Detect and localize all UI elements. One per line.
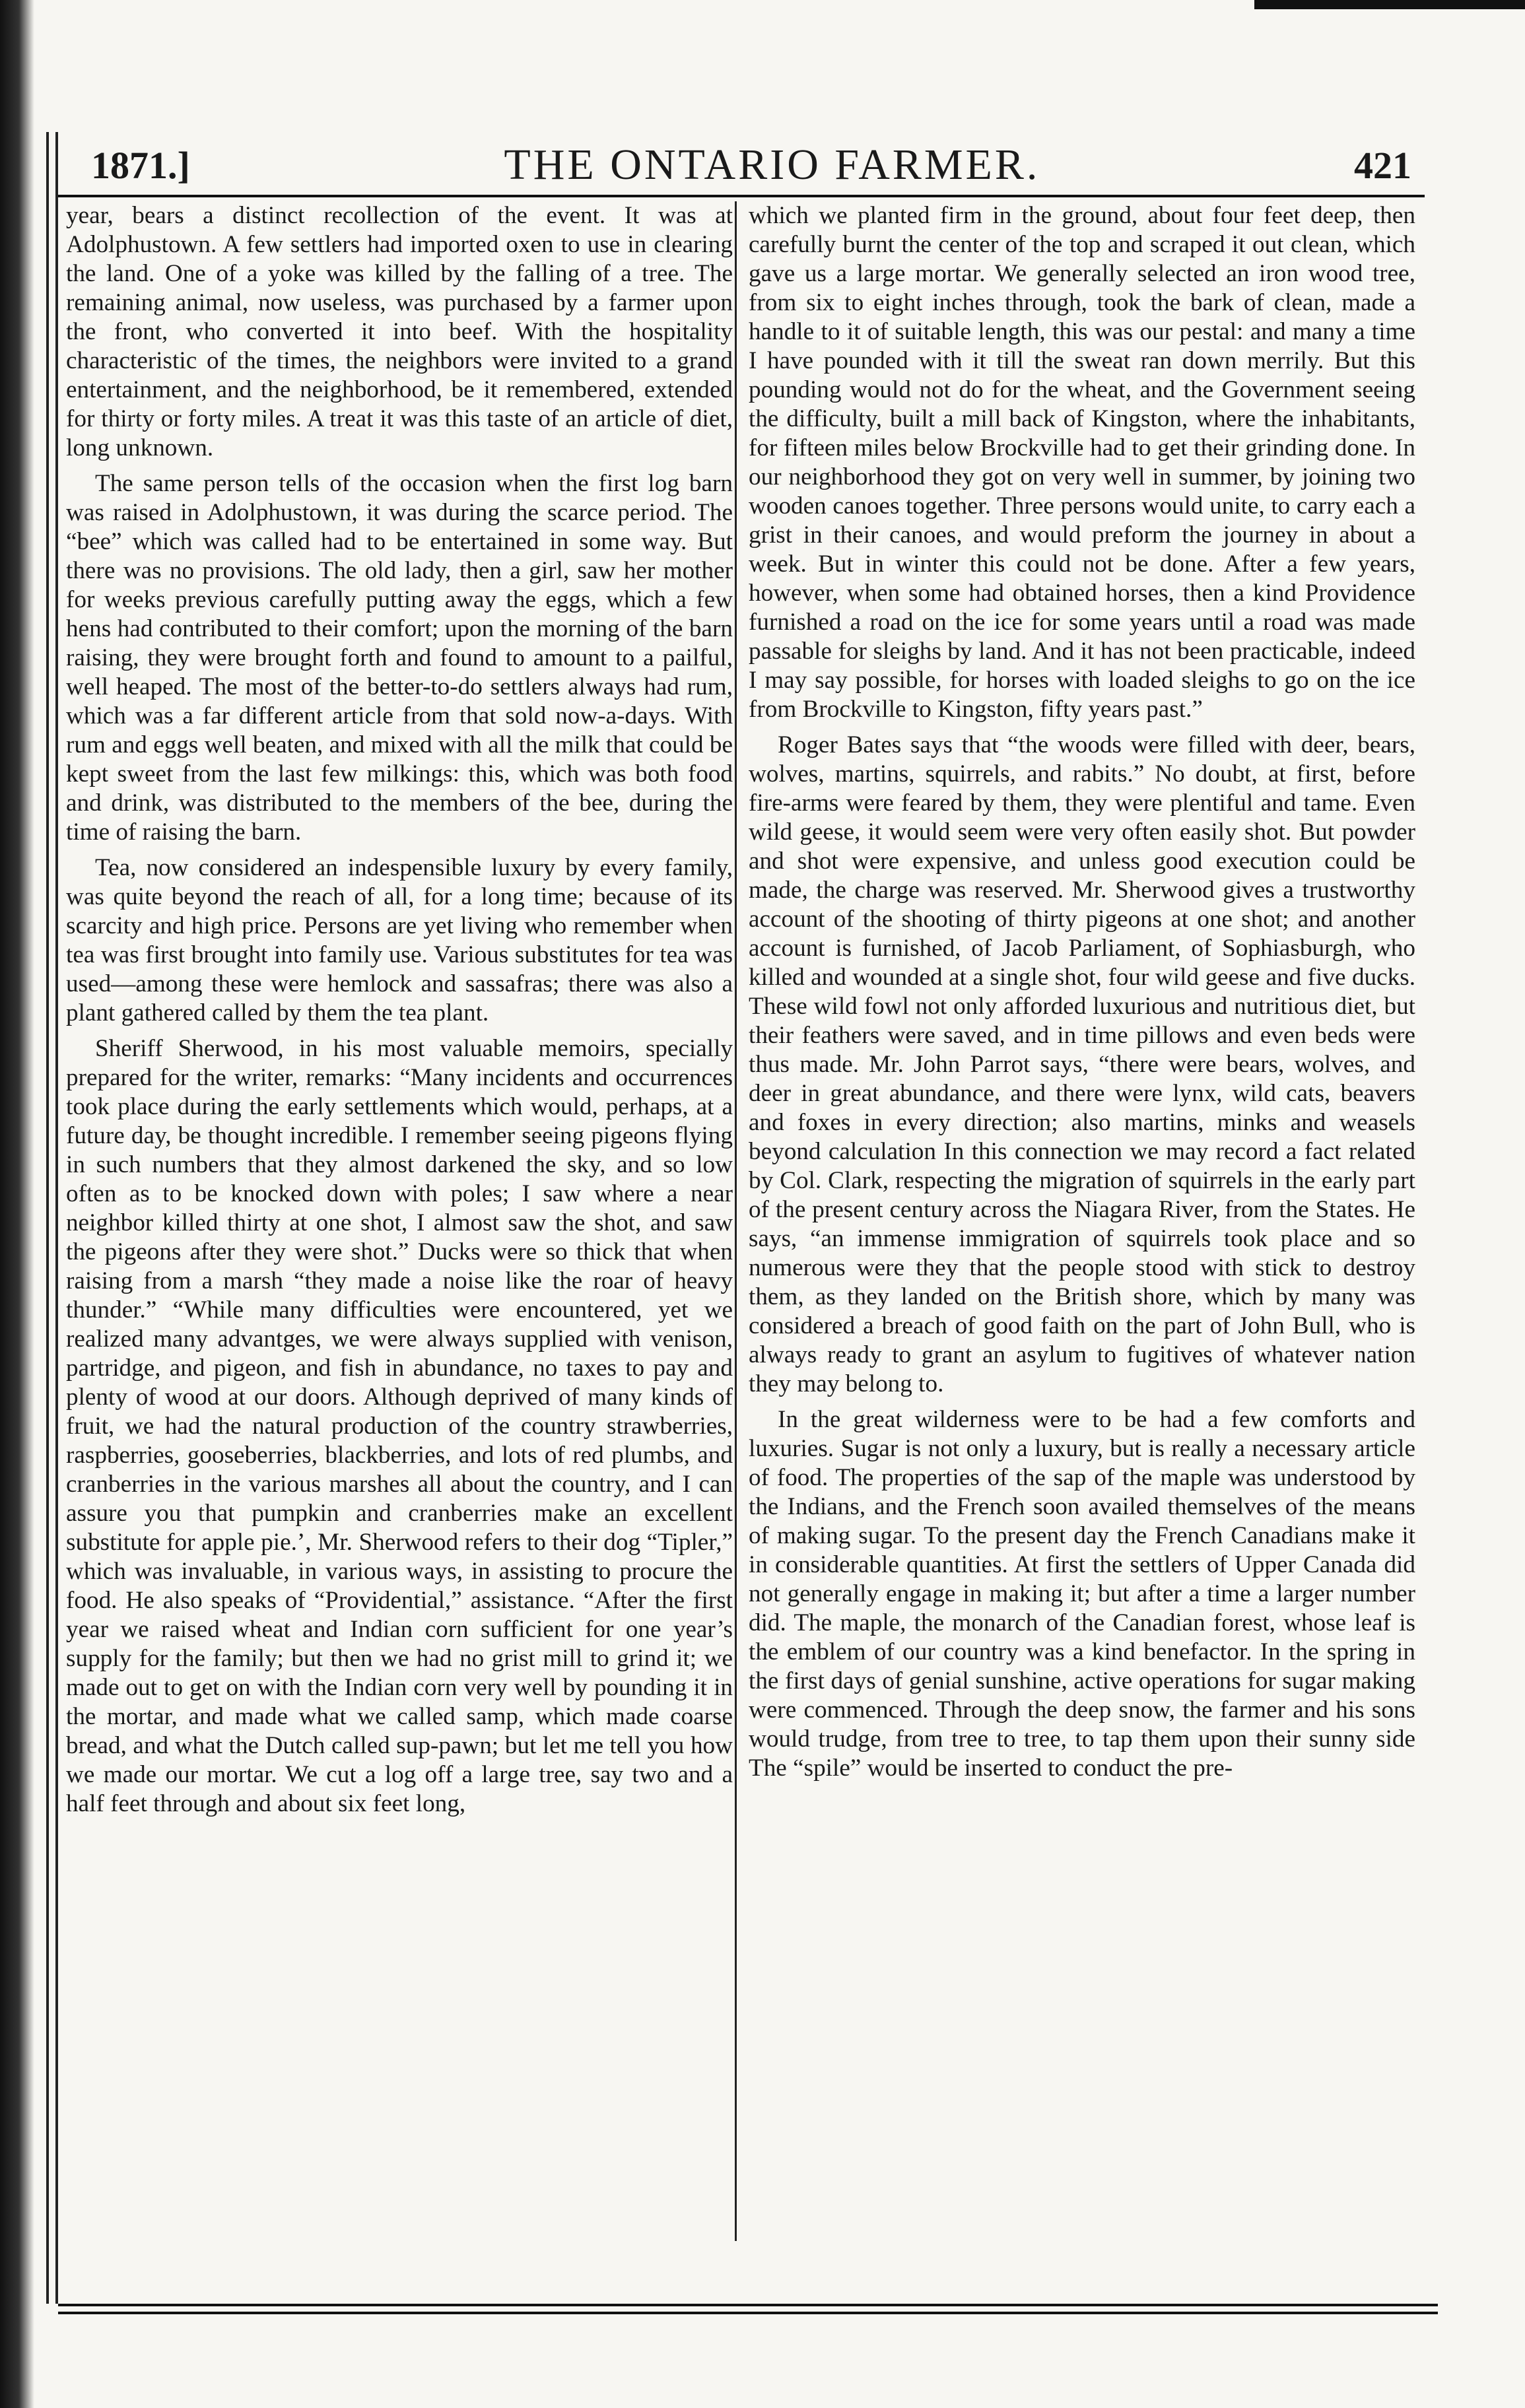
- running-header: [58, 135, 1425, 197]
- left-margin-rule-inner: [55, 132, 58, 2304]
- left-column: [66, 201, 733, 2241]
- page-number: 421: [1353, 143, 1411, 187]
- top-edge-rule: [1254, 0, 1525, 9]
- paragraph: year, bears a distinct recollection of the event. It was at Adolphustown. A few settlers had imported oxen to use in clearing the land. One of a yoke was killed by the falling of a tree. The remaining animal, now useless, was purchased by a farmer upon the front, who converted it into beef. With the hospitality characteristic of the times, the neighbors were invited to a grand entertainment, and the neighborhood, be it remembered, extended for thirty or forty miles. A treat it was this taste of an article of diet, long unknown.: [66, 202, 733, 461]
- journal-title: THE ONTARIO FARMER.: [504, 141, 1040, 189]
- binding-shadow: [0, 0, 34, 2408]
- paragraph: In the great wilderness were to be had a few comforts and luxuries. Sugar is not only a luxury, but is really a necessary article of food. The properties of the sap of the maple was understood by the Indians, and the French soon availed themselves of the means of making sugar. To the present day the French Canadians make it in considerable quantities. At first the settlers of Upper Canada did not generally engage in making it; but after a time a larger number did. The maple, the monarch of the Canadian forest, whose leaf is the emblem of our country was a kind benefactor. In the spring in the first days of genial sunshine, active operations for sugar making were commenced. Through the deep snow, the farmer and his sons would trudge, from tree to tree, to tap them upon their sunny side The “spile” would be inserted to conduct the pre-: [749, 1406, 1415, 1782]
- paragraph: which we planted firm in the ground, about four feet deep, then carefully burnt the center of the top and scraped it out clean, which gave us a large mortar. We generally selected an iron wood tree, from six to eight inches through, took the bark of clean, made a handle to it of suitable length, this was our pestal: and many a time I have pounded with it till the sweat ran down merrily. But this pounding would not do for the wheat, and the Government seeing the difficulty, built a mill back of Kingston, where the inhabitants, for fifteen miles below Brockville had to get their grinding done. In our neighborhood they got on very well in summer, by joining two wooden canoes together. Three persons would unite, to carry each a grist in their canoes, and would preform the journey in about a week. But in winter this could not be done. After a few years, however, when some had obtained horses, then a kind Providence furnished a road on the ice for some years until a road was made passable for sleighs by land. And it has not been practicable, indeed I may say possible, for horses with loaded sleighs to go on the ice from Brockville to Kingston, fifty years past.”: [749, 202, 1415, 723]
- paragraph: Roger Bates says that “the woods were filled with deer, bears, wolves, martins, squirrels, and rabits.” No doubt, at first, before fire-arms were feared by them, they were plentiful and tame. Even wild geese, it would seem were very often easily shot. But powder and shot were expensive, and unless good execution could be made, the charge was reserved. Mr. Sherwood gives a trustworthy account of the shooting of thirty pigeons at one shot; and another account is furnished, of Jacob Parliament, of Sophiasburgh, who killed and wounded at a single shot, four wild geese and five ducks. These wild fowl not only afforded luxurious and nutritious diet, but their feathers were saved, and in time pillows and even beds were thus made. Mr. John Parrot says, “there were bears, wolves, and deer in great abundance, and there were lynx, wild cats, beavers and foxes in every direction; also martins, minks and weasels beyond calculation In this connection we may record a fact related by Col. Clark, respecting the migration of squirrels in the early part of the present century across the Niagara River, from the States. He says, “an immense immigration of squirrels took place and so numerous were they that the people stood with stick to destroy them, as they landed on the British shore, which by many was considered a breach of good faith on the part of John Bull, who is always ready to grant an asylum to fugitives of whatever nation they may belong to.: [749, 731, 1415, 1397]
- header-year: 1871.]: [91, 143, 190, 187]
- paragraph: Sheriff Sherwood, in his most valuable memoirs, specially prepared for the writer, remarks: “Many incidents and occurrences took place during the early settlements which would, perhaps, at a future day, be thought incredible. I remember seeing pigeons flying in such numbers that they almost darkened the sky, and so low often as to be knocked down with poles; I saw where a near neighbor killed thirty at one shot, I almost saw the shot, and saw the pigeons after they were shot.” Ducks were so thick that when raising from a marsh “they made a noise like the roar of heavy thunder.” “While many difficulties were encountered, yet we realized many advantges, we were always supplied with venison, partridge, and pigeon, and fish in abundance, no taxes to pay and plenty of wood at our doors. Although deprived of many kinds of fruit, we had the natural production of the country strawberries, raspberries, gooseberries, blackberries, and lots of red plumbs, and cranberries in the various marshes all about the country, and I can assure you that pumpkin and cranberries make an excellent substitute for apple pie.’, Mr. Sherwood refers to their dog “Tipler,” which was invaluable, in various ways, in assisting to procure the food. He also speaks of “Providential,” assistance. “After the first year we raised wheat and Indian corn sufficient for one year’s supply for the family; but then we had no grist mill to grind it; we made out to get on with the Indian corn very well by pounding it in the mortar, and made what we called samp, which made coarse bread, and what the Dutch called sup-pawn; but let me tell you how we made our mortar. We cut a log off a large tree, say two and a half feet through and about six feet long,: [66, 1035, 733, 1817]
- paragraph: The same person tells of the occasion when the first log barn was raised in Adolphustown, it was during the scarce period. The “bee” which was called had to be entertained in some way. But there was no provisions. The old lady, then a girl, saw her mother for weeks previous carefully putting away the eggs, which a few hens had contributed to their comfort; upon the morning of the barn raising, they were brought forth and found to amount to a pailful, well heaped. The most of the better-to-do settlers always had rum, which was a far different article from that sold now-a-days. With rum and eggs well beaten, and mixed with all the milk that could be kept sweet from the last few milkings: this, which was both food and drink, was distributed to the members of the bee, during the time of raising the barn.: [66, 470, 733, 846]
- column-divider: [735, 201, 737, 2241]
- right-column: [749, 201, 1415, 2241]
- footer-rules: [58, 2304, 1438, 2320]
- footer-rule: [58, 2312, 1438, 2314]
- paragraph: Tea, now considered an indespensible luxury by every family, was quite beyond the reach of all, for a long time; because of its scarcity and high price. Persons are yet living who remember when tea was first brought into family use. Various substitutes for tea was used—among these were hemlock and sassafras; there was also a plant gathered called by them the tea plant.: [66, 854, 733, 1026]
- left-margin-rule: [46, 132, 49, 2304]
- footer-rule: [58, 2304, 1438, 2306]
